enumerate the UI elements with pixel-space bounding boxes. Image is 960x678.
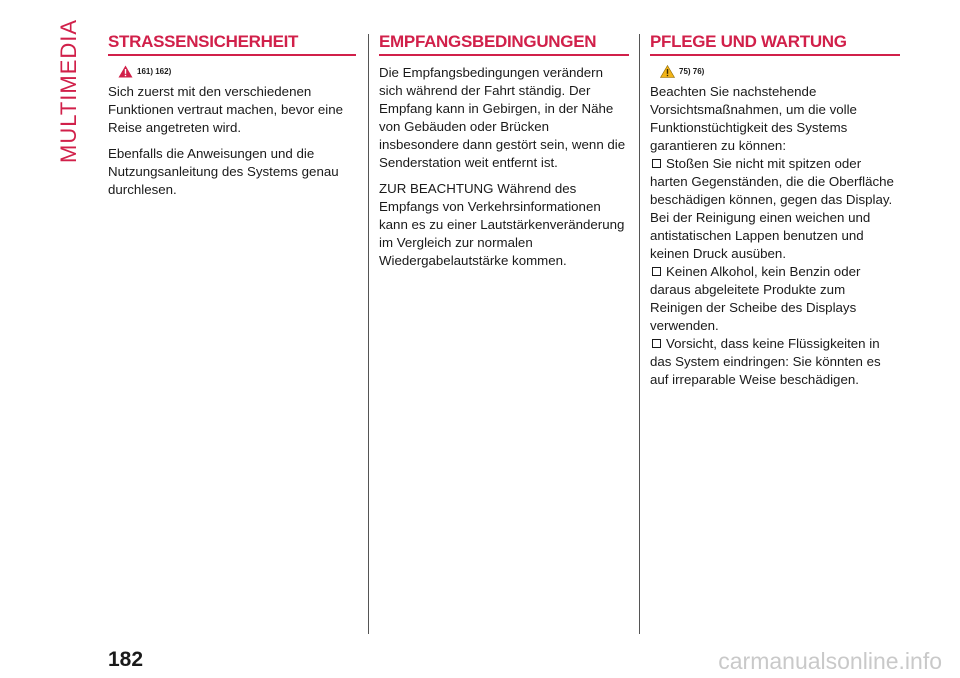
warning-reference [118,65,356,78]
list-item [650,335,900,389]
paragraph: Die Empfangsbedingungen verändern sich während der Fahrt ständig. Der Empfang kann in Gebirgen, in der Nähe von Gebäuden oder Brücken insbesondere dann gestört sein, wenn die Senderstation weit entfernt ist. [379,65,626,170]
side-label-text: MULTIMEDIA [56,18,81,163]
paragraph: Sich zuerst mit den verschiedenen Funktionen vertraut machen, bevor eine Reise angetreten wird. [108,84,344,135]
warning-ref-text: 161) 162) [137,67,172,76]
watermark: carmanualsonline.info [718,648,942,674]
column-divider [639,34,640,634]
warning-triangle-yellow-icon [660,65,675,78]
list-item-text: Stoßen Sie nicht mit spitzen oder harten Gegenständen, die die Oberfläche beschädigen können, gegen das Display. Bei der Reinigung einen weichen und antistatischen Lappen benutzen und keinen Druck ausüben. [650,156,894,261]
checkbox-bullet-icon [652,339,661,348]
list-item [650,155,900,263]
warning-reference [660,65,900,78]
heading-road-safety: STRASSENSICHERHEIT [108,32,356,56]
checkbox-bullet-icon [652,159,661,168]
list-item-text: Keinen Alkohol, kein Benzin oder daraus abgeleitete Produkte zum Reinigen der Scheibe des Displays verwenden. [650,264,861,333]
paragraph: Ebenfalls die Anweisungen und die Nutzungsanleitung des Systems genau durchlesen. [108,146,339,197]
warning-ref-text: 75) 76) [679,67,705,76]
warning-triangle-red-icon [118,65,133,78]
intro-paragraph: Beachten Sie nachstehende Vorsichtsmaßnahmen, um die volle Funktionstüchtigkeit des Systems garantieren zu können: [650,84,857,153]
column-divider [368,34,369,634]
page-number: 182 [108,648,144,671]
paragraph: ZUR BEACHTUNG Während des Empfangs von Verkehrsinformationen kann es zu einer Lautstärkenveränderung im Vergleich zur normalen Wiedergabelautstärke kommen. [379,181,625,268]
section-side-label [56,18,84,170]
column-road-safety [108,32,356,207]
heading-care-maintenance: PFLEGE UND WARTUNG [650,32,900,56]
heading-reception: EMPFANGSBEDINGUNGEN [379,32,629,56]
list-item-text: Vorsicht, dass keine Flüssigkeiten in das System eindringen: Sie könnten es auf irreparable Weise beschädigen. [650,336,881,387]
list-item [650,263,900,335]
column-reception [379,32,629,278]
column-care-maintenance [650,32,900,389]
checkbox-bullet-icon [652,267,661,276]
